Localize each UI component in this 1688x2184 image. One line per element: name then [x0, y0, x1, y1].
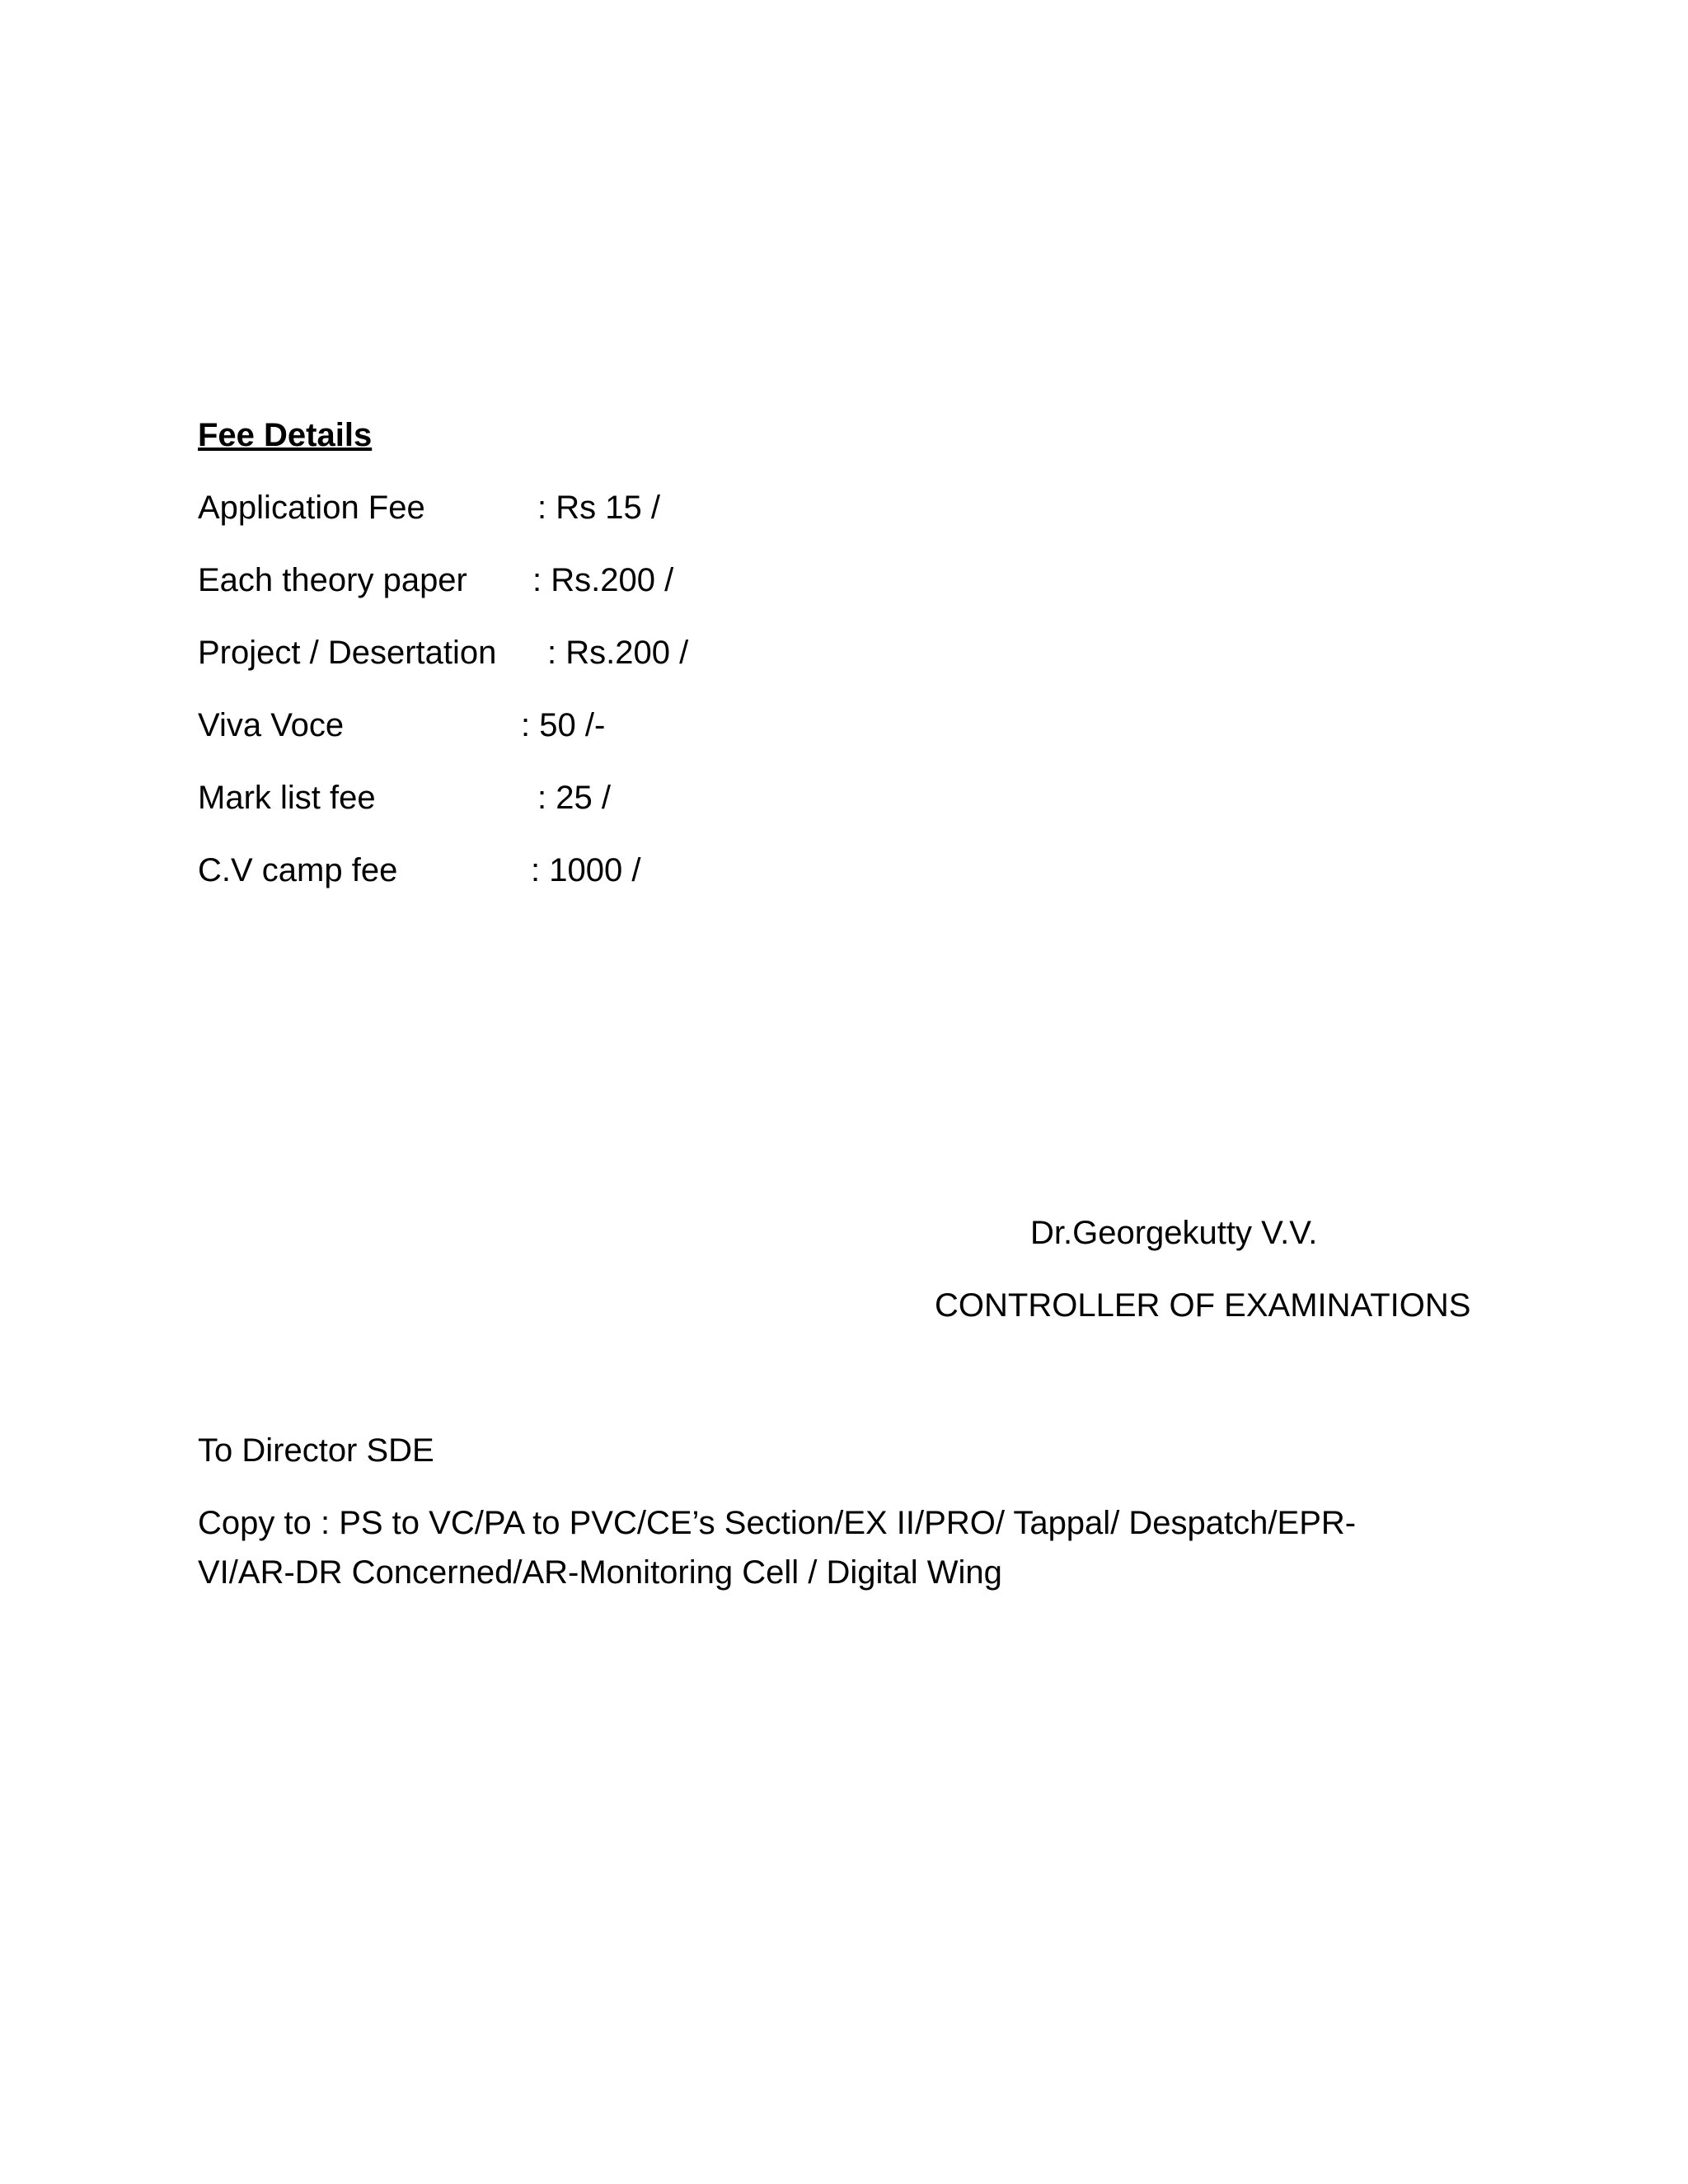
fee-label: C.V camp fee: [198, 852, 398, 888]
fee-value: : Rs.200 /: [547, 635, 689, 671]
recipient-line: To Director SDE: [198, 1432, 434, 1469]
copy-to-line: Copy to : PS to VC/PA to PVC/CE’s Section/EX II/PRO/ Tappal/ Despatch/EPR-VI/AR-DR Concerned/AR-Monitoring Cell / Digital Wing: [198, 1505, 1357, 1591]
fee-value: : Rs 15 /: [537, 490, 660, 526]
fee-details-heading: Fee Details: [198, 417, 373, 453]
fee-label: Viva Voce: [198, 707, 345, 743]
signatory-title: CONTROLLER OF EXAMINATIONS: [935, 1287, 1471, 1324]
fee-value: : Rs.200 /: [532, 562, 674, 598]
fee-value: : 50 /-: [521, 707, 606, 743]
fee-value: : 25 /: [537, 780, 611, 816]
signatory-name: Dr.Georgekutty V.V.: [1030, 1215, 1318, 1251]
fee-label: Application Fee: [198, 490, 425, 526]
fee-value: : 1000 /: [531, 852, 641, 888]
fee-label: Mark list fee: [198, 780, 376, 816]
fee-label: Each theory paper: [198, 562, 467, 598]
fee-label: Project / Desertation: [198, 635, 497, 671]
